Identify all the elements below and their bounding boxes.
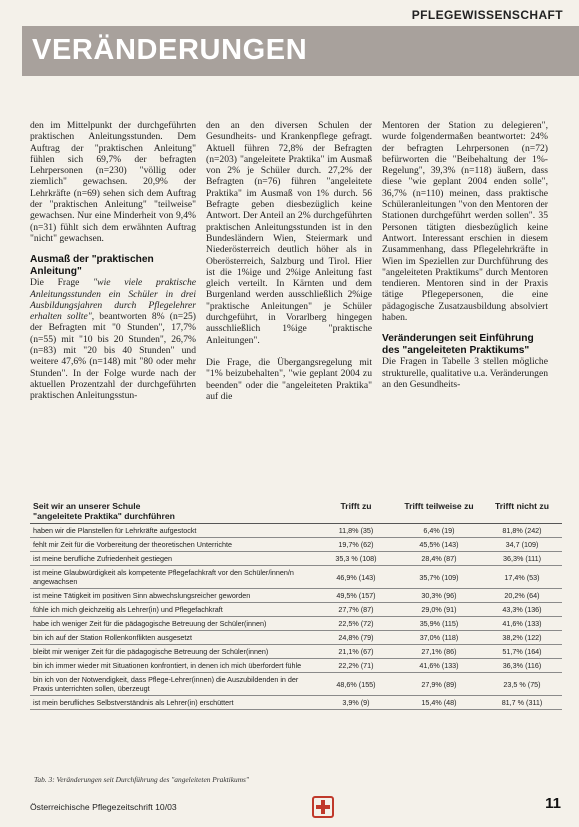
- row-label: bin ich von der Notwendigkeit, dass Pflege-Lehrer(innen) die Auszubildenden in der Praxis unterrichten sollen, überzeugt: [30, 673, 316, 696]
- row-value: 35,7% (109): [396, 566, 482, 589]
- column-header: Trifft teilweise zu: [396, 499, 482, 524]
- row-value: 6,4% (19): [396, 524, 482, 538]
- row-value: 29,0% (91): [396, 603, 482, 617]
- table-row: [30, 673, 562, 696]
- row-value: 27,9% (89): [396, 673, 482, 696]
- row-value: 19,7% (62): [316, 538, 396, 552]
- table-row: [30, 566, 562, 589]
- section-label: PFLEGEWISSENSCHAFT: [411, 8, 563, 22]
- row-value: 27,1% (86): [396, 645, 482, 659]
- row-label: ist mein berufliches Selbstverständnis als Lehrer(in) erschüttert: [30, 696, 316, 710]
- table-header-row: [30, 499, 562, 524]
- table-row: [30, 589, 562, 603]
- title-banner: [22, 26, 579, 76]
- table-row: [30, 538, 562, 552]
- header-line: Seit wir an unserer Schule: [33, 501, 141, 511]
- table-row: [30, 659, 562, 673]
- row-value: 36,3% (116): [482, 659, 562, 673]
- row-value: 46,9% (143): [316, 566, 396, 589]
- table-body: [30, 524, 562, 710]
- row-value: 3,9% (9): [316, 696, 396, 710]
- table-row: [30, 552, 562, 566]
- row-value: 22,2% (71): [316, 659, 396, 673]
- row-label: fühle ich mich gleichzeitig als Lehrer(in) und Pflegefachkraft: [30, 603, 316, 617]
- paragraph: [30, 277, 196, 401]
- table-row: [30, 524, 562, 538]
- row-label: haben wir die Planstellen für Lehrkräfte aufgestockt: [30, 524, 316, 538]
- row-label: habe ich weniger Zeit für die pädagogische Betreuung der Schüler(innen): [30, 617, 316, 631]
- table-row: [30, 631, 562, 645]
- table-row: [30, 645, 562, 659]
- results-table: [30, 499, 562, 710]
- row-value: 27,7% (87): [316, 603, 396, 617]
- row-value: 49,5% (157): [316, 589, 396, 603]
- table-header-label: [30, 499, 316, 524]
- row-value: 43,3% (136): [482, 603, 562, 617]
- row-label: bin ich auf der Station Rollenkonflikten ausgesetzt: [30, 631, 316, 645]
- article-body: [30, 120, 560, 500]
- subheading: Ausmaß der "praktischen Anleitung": [30, 254, 154, 277]
- text-column-2: [206, 120, 372, 404]
- row-label: bin ich immer wieder mit Situationen konfrontiert, in denen ich mich überfordert fühle: [30, 659, 316, 673]
- column-header: Trifft zu: [316, 499, 396, 524]
- publisher-logo: [312, 796, 334, 818]
- paragraph: den an den diversen Schulen der Gesundheits- und Krankenpflege gefragt. Aktuell führen 72,8% der Befragten (n=203) "angeleitete Praktika" im Ausmaß von 2% je Schüler durch. 27,2% der Befragten (n=76) führen "angeleitete Praktika" im Ausmaß von 1% durch. 56 Befragte geben diesbezüglich keine Antwort. Der Anteil an 2% durchgeführten praktischen Anleitungsstunden ist in den Bundesländern Wien, Steiermark und Niederösterreich deutlich höher als in Oberösterreich, Salzburg und Tirol. Hier ist die 1%ige und 2%ige Anleitung fast gleich verteilt. In Kärnten und dem Burgenland werden ausschließlich 2%ige "praktische Anleitungen" je Schüler durchgeführt, in Vorarlberg hingegen ausschließlich 1%ige "praktische Anleitungen".: [206, 120, 372, 346]
- row-value: 41,6% (133): [396, 659, 482, 673]
- journal-name: Österreichische Pflegezeitschrift 10/03: [30, 802, 177, 812]
- paragraph: den im Mittelpunkt der durchgeführten praktischen Anleitungsstunden. Dem Auftrag der "praktischen Anleitung" fühlen sich 69,7% der befragten Lehrpersonen (n=230) "völlig oder ziemlich" gewachsen. 20,9% der Lehrkräfte (n=69) sehen sich dem Auftrag der "praktischen Anleitung" "teilweise" gewachsen. Nur eine Minderheit von 9,4% (n=31) fühlt sich dem erwähnten Auftrag "nicht" gewachsen.: [30, 120, 196, 244]
- row-value: 35,3 % (108): [316, 552, 396, 566]
- header-line: "angeleitete Praktika" durchführen: [33, 511, 175, 521]
- cross-logo-icon: [314, 798, 332, 816]
- row-value: 24,8% (79): [316, 631, 396, 645]
- row-value: 30,3% (96): [396, 589, 482, 603]
- row-value: 36,3% (111): [482, 552, 562, 566]
- row-label: ist meine berufliche Zufriedenheit gestiegen: [30, 552, 316, 566]
- text-run: , beantworten 8% (n=25) der Befragten mit "0 Stunden", 17,7% (n=55) mit "10 bis 20 Stunden", 26,7% (n=83) mit "20 bis 40 Stunden" und weitere 47,6% (n=148) mit "80 oder mehr Stunden". In der Folge wurde nach der aktuellen Prozentzahl der durchgeführten praktischen Anleitungsstun-: [30, 311, 196, 402]
- row-value: 35,9% (115): [396, 617, 482, 631]
- paragraph: Die Fragen in Tabelle 3 stellen mögliche strukturelle, qualitative u.a. Veränderungen an den Gesundheits-: [382, 356, 548, 390]
- table-row: [30, 696, 562, 710]
- row-value: 37,0% (118): [396, 631, 482, 645]
- row-value: 41,6% (133): [482, 617, 562, 631]
- subheading: Veränderungen seit Einführung des "angeleiteten Praktikums": [382, 333, 534, 356]
- text-run: Die Frage: [30, 277, 94, 289]
- row-value: 21,1% (67): [316, 645, 396, 659]
- row-label: bleibt mir weniger Zeit für die pädagogische Betreuung der Schüler(innen): [30, 645, 316, 659]
- row-value: 28,4% (87): [396, 552, 482, 566]
- table-row: [30, 603, 562, 617]
- row-value: 48,6% (155): [316, 673, 396, 696]
- survey-table: [30, 499, 562, 710]
- row-label: fehlt mir Zeit für die Vorbereitung der theoretischen Unterrichte: [30, 538, 316, 552]
- row-value: 81,8% (242): [482, 524, 562, 538]
- page-footer: [0, 790, 579, 827]
- row-value: 38,2% (122): [482, 631, 562, 645]
- row-value: 22,5% (72): [316, 617, 396, 631]
- row-value: 17,4% (53): [482, 566, 562, 589]
- row-value: 11,8% (35): [316, 524, 396, 538]
- row-value: 45,5% (143): [396, 538, 482, 552]
- paragraph: Mentoren der Station zu delegieren", wurde folgendermaßen beantwortet: 24% der befragten Lehrpersonen (n=72) befürworten die "Beibehaltung der 1%-Regelung", 39,3% (n=118) äußern, dass diese "wie geplant 2004 enden solle", 36,7% (n=110) meinen, dass praktische Schüleranleitungen "von den Mentoren der Stationen durchgeführt werden sollen". 35 Personen tätigten diesbezüglich keine Antwort. Interessant erschien in diesem Zusammenhang, dass Pflegelehrkräfte in Wien im Speziellen zur Durchführung des "angeleiteten Praktikums" durch Mentoren tendieren. Mentoren sind in der Praxis tätige Pflegepersonen, die eine pädagogische Zusatzausbildung absolviert haben.: [382, 120, 548, 324]
- page-number: 11: [545, 795, 561, 812]
- table-caption: Tab. 3: Veränderungen seit Durchführung des "angeleiteten Praktikums": [34, 775, 250, 784]
- table-row: [30, 617, 562, 631]
- paragraph: Die Frage, die Übergangsregelung mit "1% beizubehalten", "wie geplant 2004 zu beenden" oder die "angeleiteten Praktika" auf die: [206, 356, 372, 402]
- text-column-1: [30, 120, 196, 404]
- row-value: 15,4% (48): [396, 696, 482, 710]
- row-label: ist meine Glaubwürdigkeit als kompetente Pflegefachkraft vor den Schüler/innen/n angewachsen: [30, 566, 316, 589]
- column-header: Trifft nicht zu: [482, 499, 562, 524]
- row-value: 23,5 % (75): [482, 673, 562, 696]
- row-value: 20,2% (64): [482, 589, 562, 603]
- row-value: 81,7 % (311): [482, 696, 562, 710]
- italic-quote: "wie viele praktische Anleitungsstunden ein Schüler in drei Ausbildungsjahren durch Pflegelehrer erhalten sollte": [30, 277, 196, 323]
- row-value: 34,7 (109): [482, 538, 562, 552]
- row-value: 51,7% (164): [482, 645, 562, 659]
- page-title: VERÄNDERUNGEN: [32, 34, 308, 66]
- row-label: ist meine Tätigkeit im positiven Sinn abwechslungsreicher geworden: [30, 589, 316, 603]
- text-column-3: [382, 120, 548, 392]
